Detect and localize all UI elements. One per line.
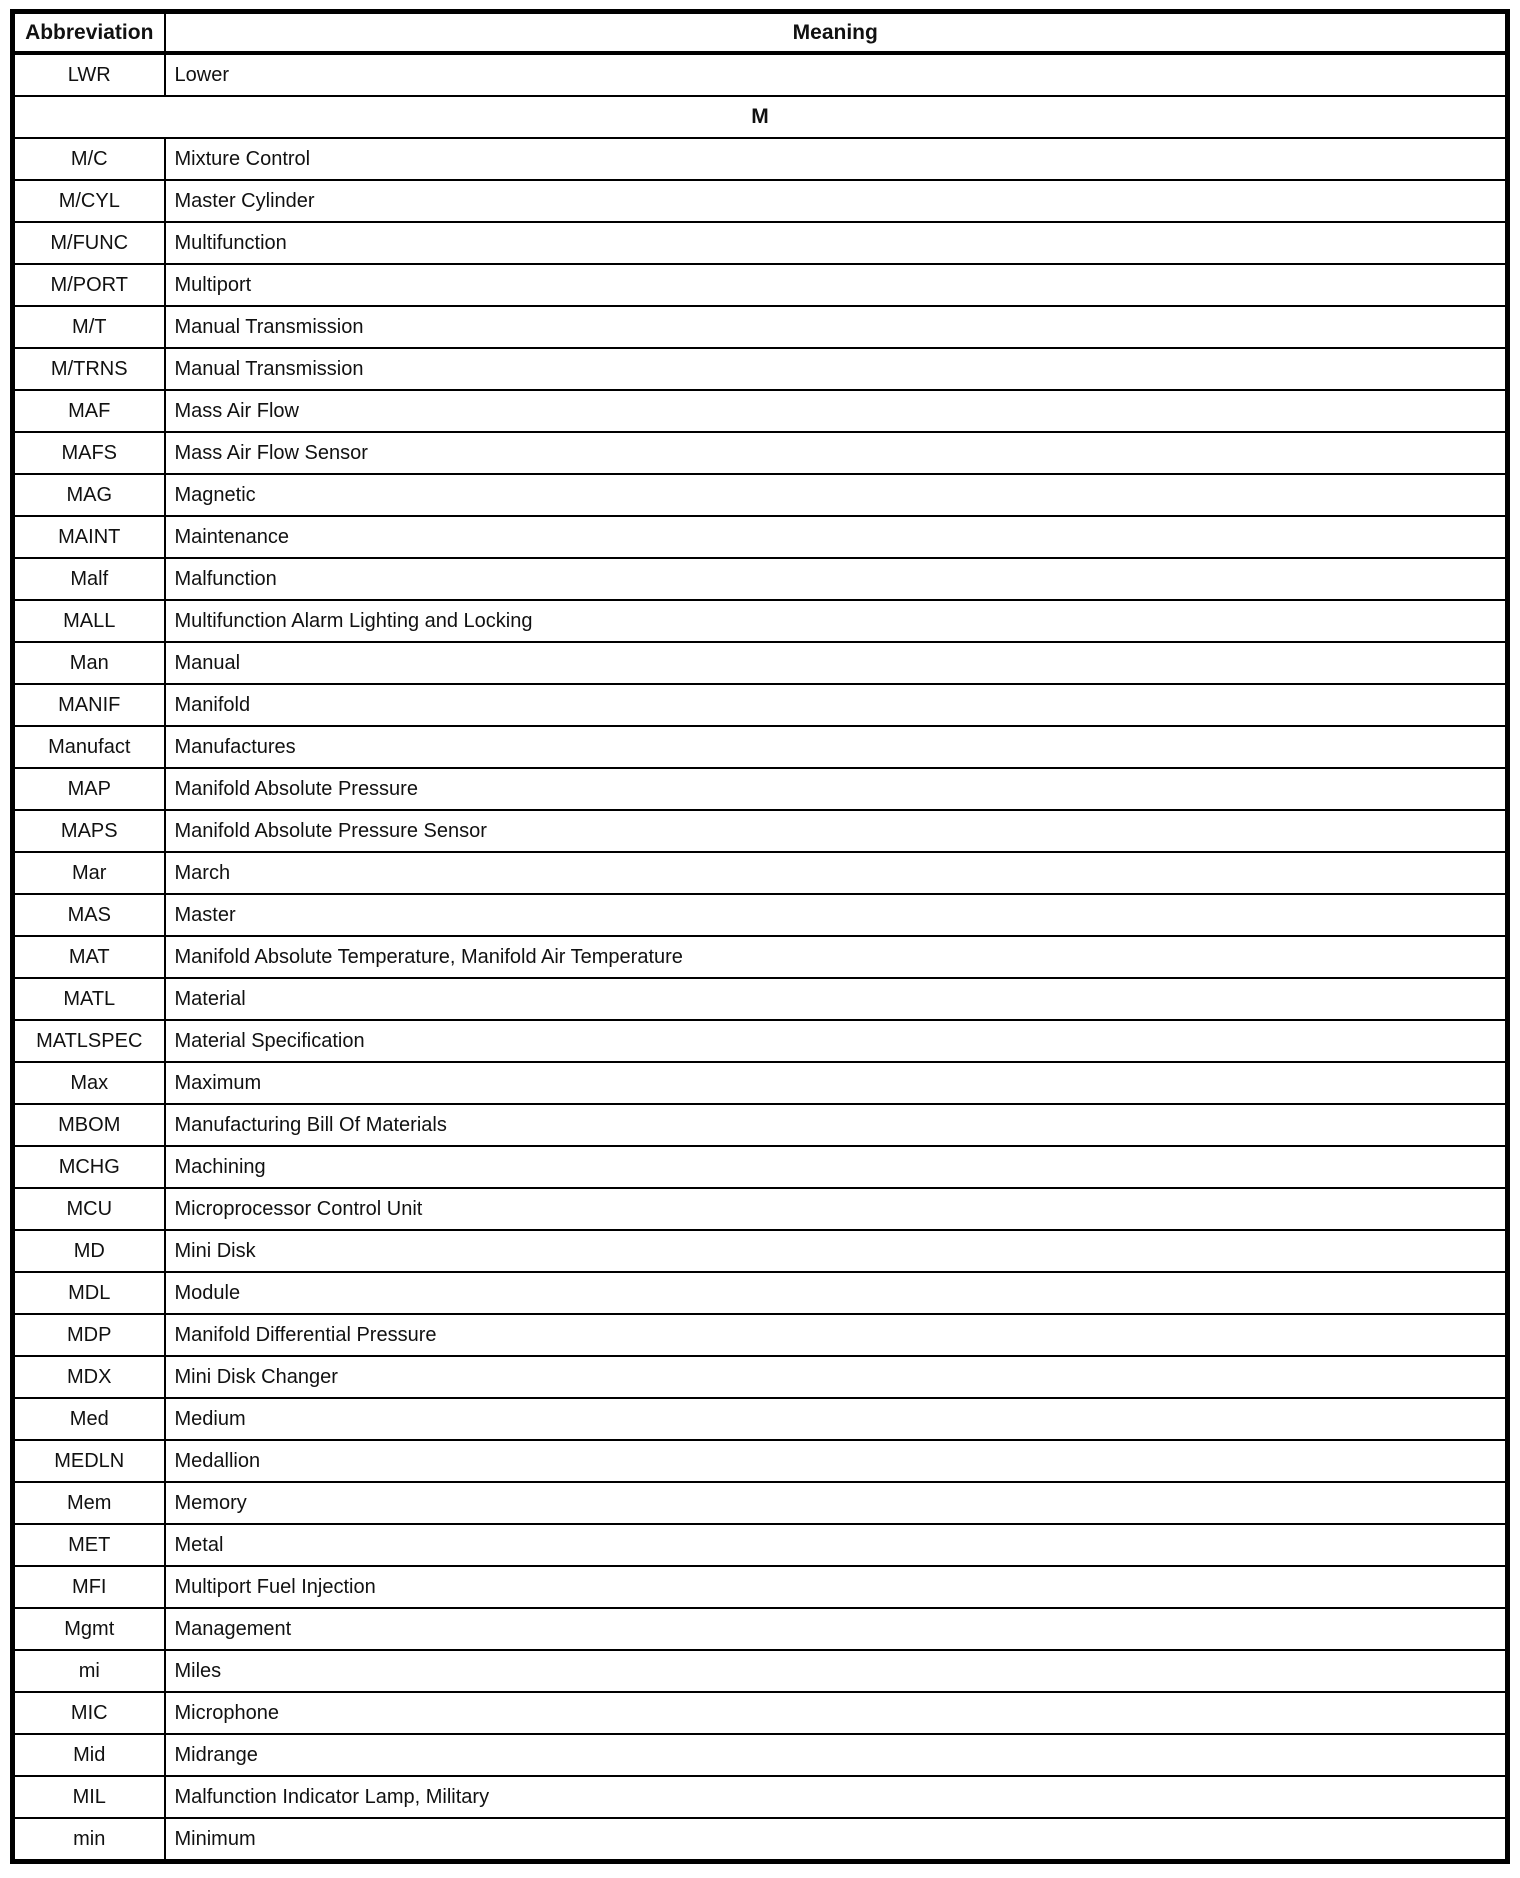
abbreviation-cell: MATL [13,978,165,1020]
meaning-cell: Multiport Fuel Injection [165,1566,1508,1608]
header-meaning: Meaning [165,12,1508,54]
meaning-cell: Manufactures [165,726,1508,768]
abbreviation-cell: M/TRNS [13,348,165,390]
meaning-cell: Module [165,1272,1508,1314]
table-row [13,684,1508,726]
meaning-cell: Manifold Absolute Temperature, Manifold Air Temperature [165,936,1508,978]
meaning-cell: Malfunction Indicator Lamp, Military [165,1776,1508,1818]
abbreviation-cell: MIL [13,1776,165,1818]
table-row [13,1020,1508,1062]
meaning-cell: Magnetic [165,474,1508,516]
abbreviation-cell: MET [13,1524,165,1566]
section-label: M [13,96,1508,138]
meaning-cell: March [165,852,1508,894]
abbreviation-cell: MDP [13,1314,165,1356]
abbreviation-cell: M/FUNC [13,222,165,264]
abbreviation-cell: M/T [13,306,165,348]
abbreviation-cell: MAINT [13,516,165,558]
meaning-cell: Mini Disk Changer [165,1356,1508,1398]
table-row [13,222,1508,264]
table-row [13,936,1508,978]
abbreviation-cell: MDL [13,1272,165,1314]
table-row [13,852,1508,894]
header-abbreviation: Abbreviation [13,12,165,54]
table-row [13,1566,1508,1608]
abbreviation-cell: MDX [13,1356,165,1398]
meaning-cell: Manifold Absolute Pressure Sensor [165,810,1508,852]
meaning-cell: Manual [165,642,1508,684]
abbreviation-cell: MCU [13,1188,165,1230]
meaning-cell: Manifold [165,684,1508,726]
meaning-cell: Mixture Control [165,138,1508,180]
meaning-cell: Multiport [165,264,1508,306]
abbreviation-cell: MD [13,1230,165,1272]
meaning-cell: Manifold Absolute Pressure [165,768,1508,810]
header-row [13,12,1508,54]
table-row [13,810,1508,852]
meaning-cell: Mass Air Flow Sensor [165,432,1508,474]
meaning-cell: Manual Transmission [165,306,1508,348]
meaning-cell: Miles [165,1650,1508,1692]
abbreviation-cell: MEDLN [13,1440,165,1482]
table-row [13,1062,1508,1104]
abbreviation-cell: Med [13,1398,165,1440]
abbreviation-cell: MAS [13,894,165,936]
meaning-cell: Maximum [165,1062,1508,1104]
abbreviation-cell: MIC [13,1692,165,1734]
table-row [13,1440,1508,1482]
abbreviation-cell: MBOM [13,1104,165,1146]
abbreviation-cell: Mar [13,852,165,894]
abbreviation-cell: MFI [13,1566,165,1608]
meaning-cell: Multifunction Alarm Lighting and Locking [165,600,1508,642]
abbreviation-cell: Mid [13,1734,165,1776]
abbreviation-cell: MALL [13,600,165,642]
abbreviation-cell: min [13,1818,165,1862]
meaning-cell: Memory [165,1482,1508,1524]
table-row [13,600,1508,642]
meaning-cell: Metal [165,1524,1508,1566]
meaning-cell: Machining [165,1146,1508,1188]
table-row [13,1818,1508,1862]
table-row [13,138,1508,180]
abbreviation-cell: MANIF [13,684,165,726]
table-row [13,1314,1508,1356]
table-row [13,1230,1508,1272]
abbreviation-cell: M/PORT [13,264,165,306]
table-row [13,1104,1508,1146]
abbreviation-cell: mi [13,1650,165,1692]
abbreviation-cell: MAF [13,390,165,432]
meaning-cell: Midrange [165,1734,1508,1776]
table-header [13,12,1508,54]
abbreviation-cell: MAG [13,474,165,516]
table-row [13,1356,1508,1398]
abbreviation-cell: MCHG [13,1146,165,1188]
table-row [13,348,1508,390]
table-row [13,306,1508,348]
meaning-cell: Master [165,894,1508,936]
meaning-cell: Management [165,1608,1508,1650]
meaning-cell: Maintenance [165,516,1508,558]
abbreviation-cell: Man [13,642,165,684]
table-row [13,1188,1508,1230]
table-row [13,1398,1508,1440]
table-row [13,1776,1508,1818]
table-row [13,432,1508,474]
table-row [13,264,1508,306]
table-row [13,978,1508,1020]
table-row [13,1146,1508,1188]
abbreviation-cell: M/C [13,138,165,180]
abbreviation-cell: MAT [13,936,165,978]
meaning-cell: Multifunction [165,222,1508,264]
abbreviation-cell: MAP [13,768,165,810]
meaning-cell: Minimum [165,1818,1508,1862]
abbreviation-cell: Mem [13,1482,165,1524]
meaning-cell: Mini Disk [165,1230,1508,1272]
abbreviation-cell: Mgmt [13,1608,165,1650]
section-row [13,96,1508,138]
meaning-cell: Manual Transmission [165,348,1508,390]
meaning-cell: Manufacturing Bill Of Materials [165,1104,1508,1146]
abbreviation-cell: M/CYL [13,180,165,222]
table-row [13,1482,1508,1524]
table-row [13,642,1508,684]
abbreviation-cell: LWR [13,53,165,96]
table-row [13,53,1508,96]
meaning-cell: Material [165,978,1508,1020]
table-row [13,1734,1508,1776]
table-row [13,1524,1508,1566]
abbreviation-cell: Manufact [13,726,165,768]
table-row [13,726,1508,768]
table-row [13,1272,1508,1314]
meaning-cell: Master Cylinder [165,180,1508,222]
meaning-cell: Malfunction [165,558,1508,600]
meaning-cell: Lower [165,53,1508,96]
meaning-cell: Medium [165,1398,1508,1440]
meaning-cell: Material Specification [165,1020,1508,1062]
table-row [13,1692,1508,1734]
meaning-cell: Mass Air Flow [165,390,1508,432]
abbreviation-cell: Max [13,1062,165,1104]
table-row [13,1608,1508,1650]
meaning-cell: Manifold Differential Pressure [165,1314,1508,1356]
table-row [13,474,1508,516]
table-row [13,894,1508,936]
table-row [13,390,1508,432]
meaning-cell: Microprocessor Control Unit [165,1188,1508,1230]
abbreviation-cell: Malf [13,558,165,600]
meaning-cell: Medallion [165,1440,1508,1482]
abbreviation-cell: MATLSPEC [13,1020,165,1062]
abbreviation-cell: MAPS [13,810,165,852]
table-row [13,180,1508,222]
abbreviation-table [10,9,1510,1864]
meaning-cell: Microphone [165,1692,1508,1734]
table-row [13,516,1508,558]
table-row [13,558,1508,600]
table-row [13,768,1508,810]
abbreviation-table-body [13,53,1508,1862]
abbreviation-cell: MAFS [13,432,165,474]
table-row [13,1650,1508,1692]
